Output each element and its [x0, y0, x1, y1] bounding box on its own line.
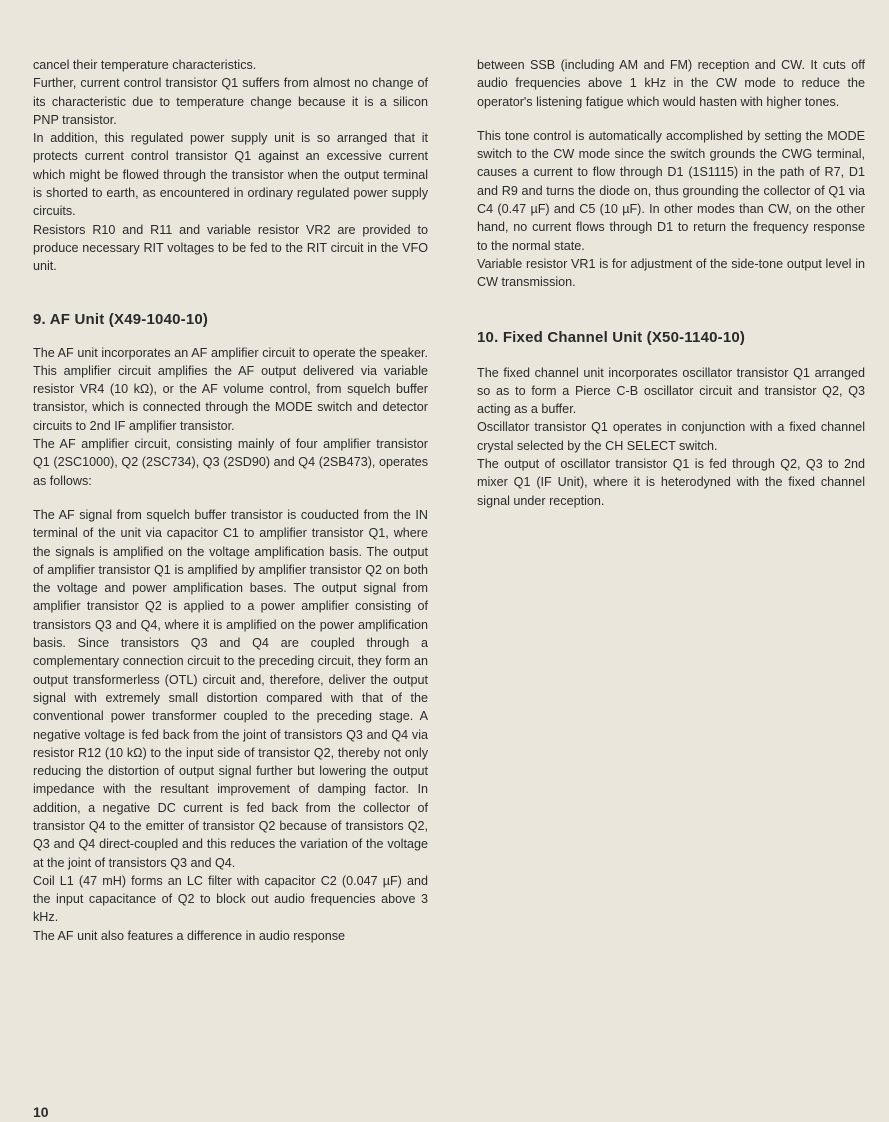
paragraph: The AF unit incorporates an AF amplifier circuit to operate the speaker. This amplifier circuit amplifies the AF output delivered via variable resistor VR4 (10 kΩ), or the AF volume control, from squelch buffer transistor, which is connected through the MODE switch and detector circuits to 2nd IF amplifier transistor.	[33, 345, 428, 433]
paragraph: Oscillator transistor Q1 operates in conjunction with a fixed channel crystal selected by the CH SELECT switch.	[477, 420, 865, 453]
paragraph: Further, current control transistor Q1 suffers from almost no change of its characteristic due to temperature change because it is a silicon PNP transistor.	[33, 76, 428, 127]
section-heading-fixed-channel-unit: 10. Fixed Channel Unit (X50-1140-10)	[477, 328, 746, 346]
left-column	[33, 56, 428, 945]
paragraph: The AF unit also features a difference in audio response	[33, 928, 346, 943]
paragraph: Variable resistor VR1 is for adjustment of the side-tone output level in CW transmission.	[477, 256, 865, 290]
paragraph: This tone control is automatically accomplished by setting the MODE switch to the CW mode since the switch grounds the CWG terminal, causes a current to flow through D1 (1S1115) in the path of R7, D1 and R9 and turns the diode on, thus grounding the collector of Q1 via C4 (0.47 µF) and C5 (10 µF). In other modes than CW, on the other hand, no current flows through D1 to return the frequency response to the normal state.	[477, 128, 865, 253]
paragraph: In addition, this regulated power supply unit is so arranged that it protects current control transistor Q1 against an excessive current which might be flowed through the transistor when the output terminal is shorted to earth, as encountered in ordinary regulated power supply circuits.	[33, 131, 428, 219]
paragraph: The AF amplifier circuit, consisting mainly of four amplifier transistor Q1 (2SC1000), Q2 (2SC734), Q3 (2SD90) and Q4 (2SB473), operates as follows:	[33, 437, 428, 488]
paragraph: Coil L1 (47 mH) forms an LC filter with capacitor C2 (0.047 µF) and the input capacitance of Q2 to block out audio frequencies above 3 kHz.	[33, 873, 428, 925]
paragraph: The output of oscillator transistor Q1 is fed through Q2, Q3 to 2nd mixer Q1 (IF Unit), where it is heterodyned with the fixed channel signal under reception.	[477, 457, 865, 508]
paragraph: cancel their temperature characteristics.	[33, 58, 257, 72]
paragraph: The fixed channel unit incorporates oscillator transistor Q1 arranged so as to form a Pierce C-B oscillator circuit and transistor Q2, Q3 acting as a buffer.	[477, 365, 865, 417]
paragraph: between SSB (including AM and FM) reception and CW. It cuts off audio frequencies above 1 kHz in the CW mode to reduce the operator's listening fatigue which would hasten with higher tones.	[477, 58, 865, 109]
paragraph: Resistors R10 and R11 and variable resistor VR2 are provided to produce necessary RIT voltages to be fed to the RIT circuit in the VFO unit.	[33, 222, 428, 274]
right-column	[477, 56, 865, 510]
section-heading-af-unit: 9. AF Unit (X49-1040-10)	[33, 310, 209, 328]
page-number: 10	[33, 1104, 49, 1120]
paragraph: The AF signal from squelch buffer transistor is couducted from the IN terminal of the unit via capacitor C1 to amplifier transistor Q1, where the signals is amplified on the voltage amplification basis. The output of amplifier transistor Q1 is amplified by amplifier transistor Q2 on both the voltage and power amplification bases. The output signal from amplifier transistor Q2 is applied to a power amplifier consisting of transistors Q3 and Q4, where it is amplified on the power amplification basis. Since transistors Q3 and Q4 are coupled through a complementary connection circuit to the preceding circuit, they form an output transformerless (OTL) circuit and, therefore, deliver the output signal with extremely small distortion compared with that of the conventional power transformer coupled to the preceding stage. A negative voltage is fed back from the joint of transistors Q3 and Q4 via resistor R12 (10 kΩ) to the input side of transistor Q2, thereby not only reducing the distortion of output signal further but lowering the output impedance with the resultant improvement of damping factor. In addition, a negative DC current is fed back from the collector of transistor Q4 to the emitter of transistor Q2 because of transistors Q2, Q3 and Q4 direct-coupled and this reduces the variation of the voltage at the joint of transistors Q3 and Q4.	[33, 507, 428, 870]
